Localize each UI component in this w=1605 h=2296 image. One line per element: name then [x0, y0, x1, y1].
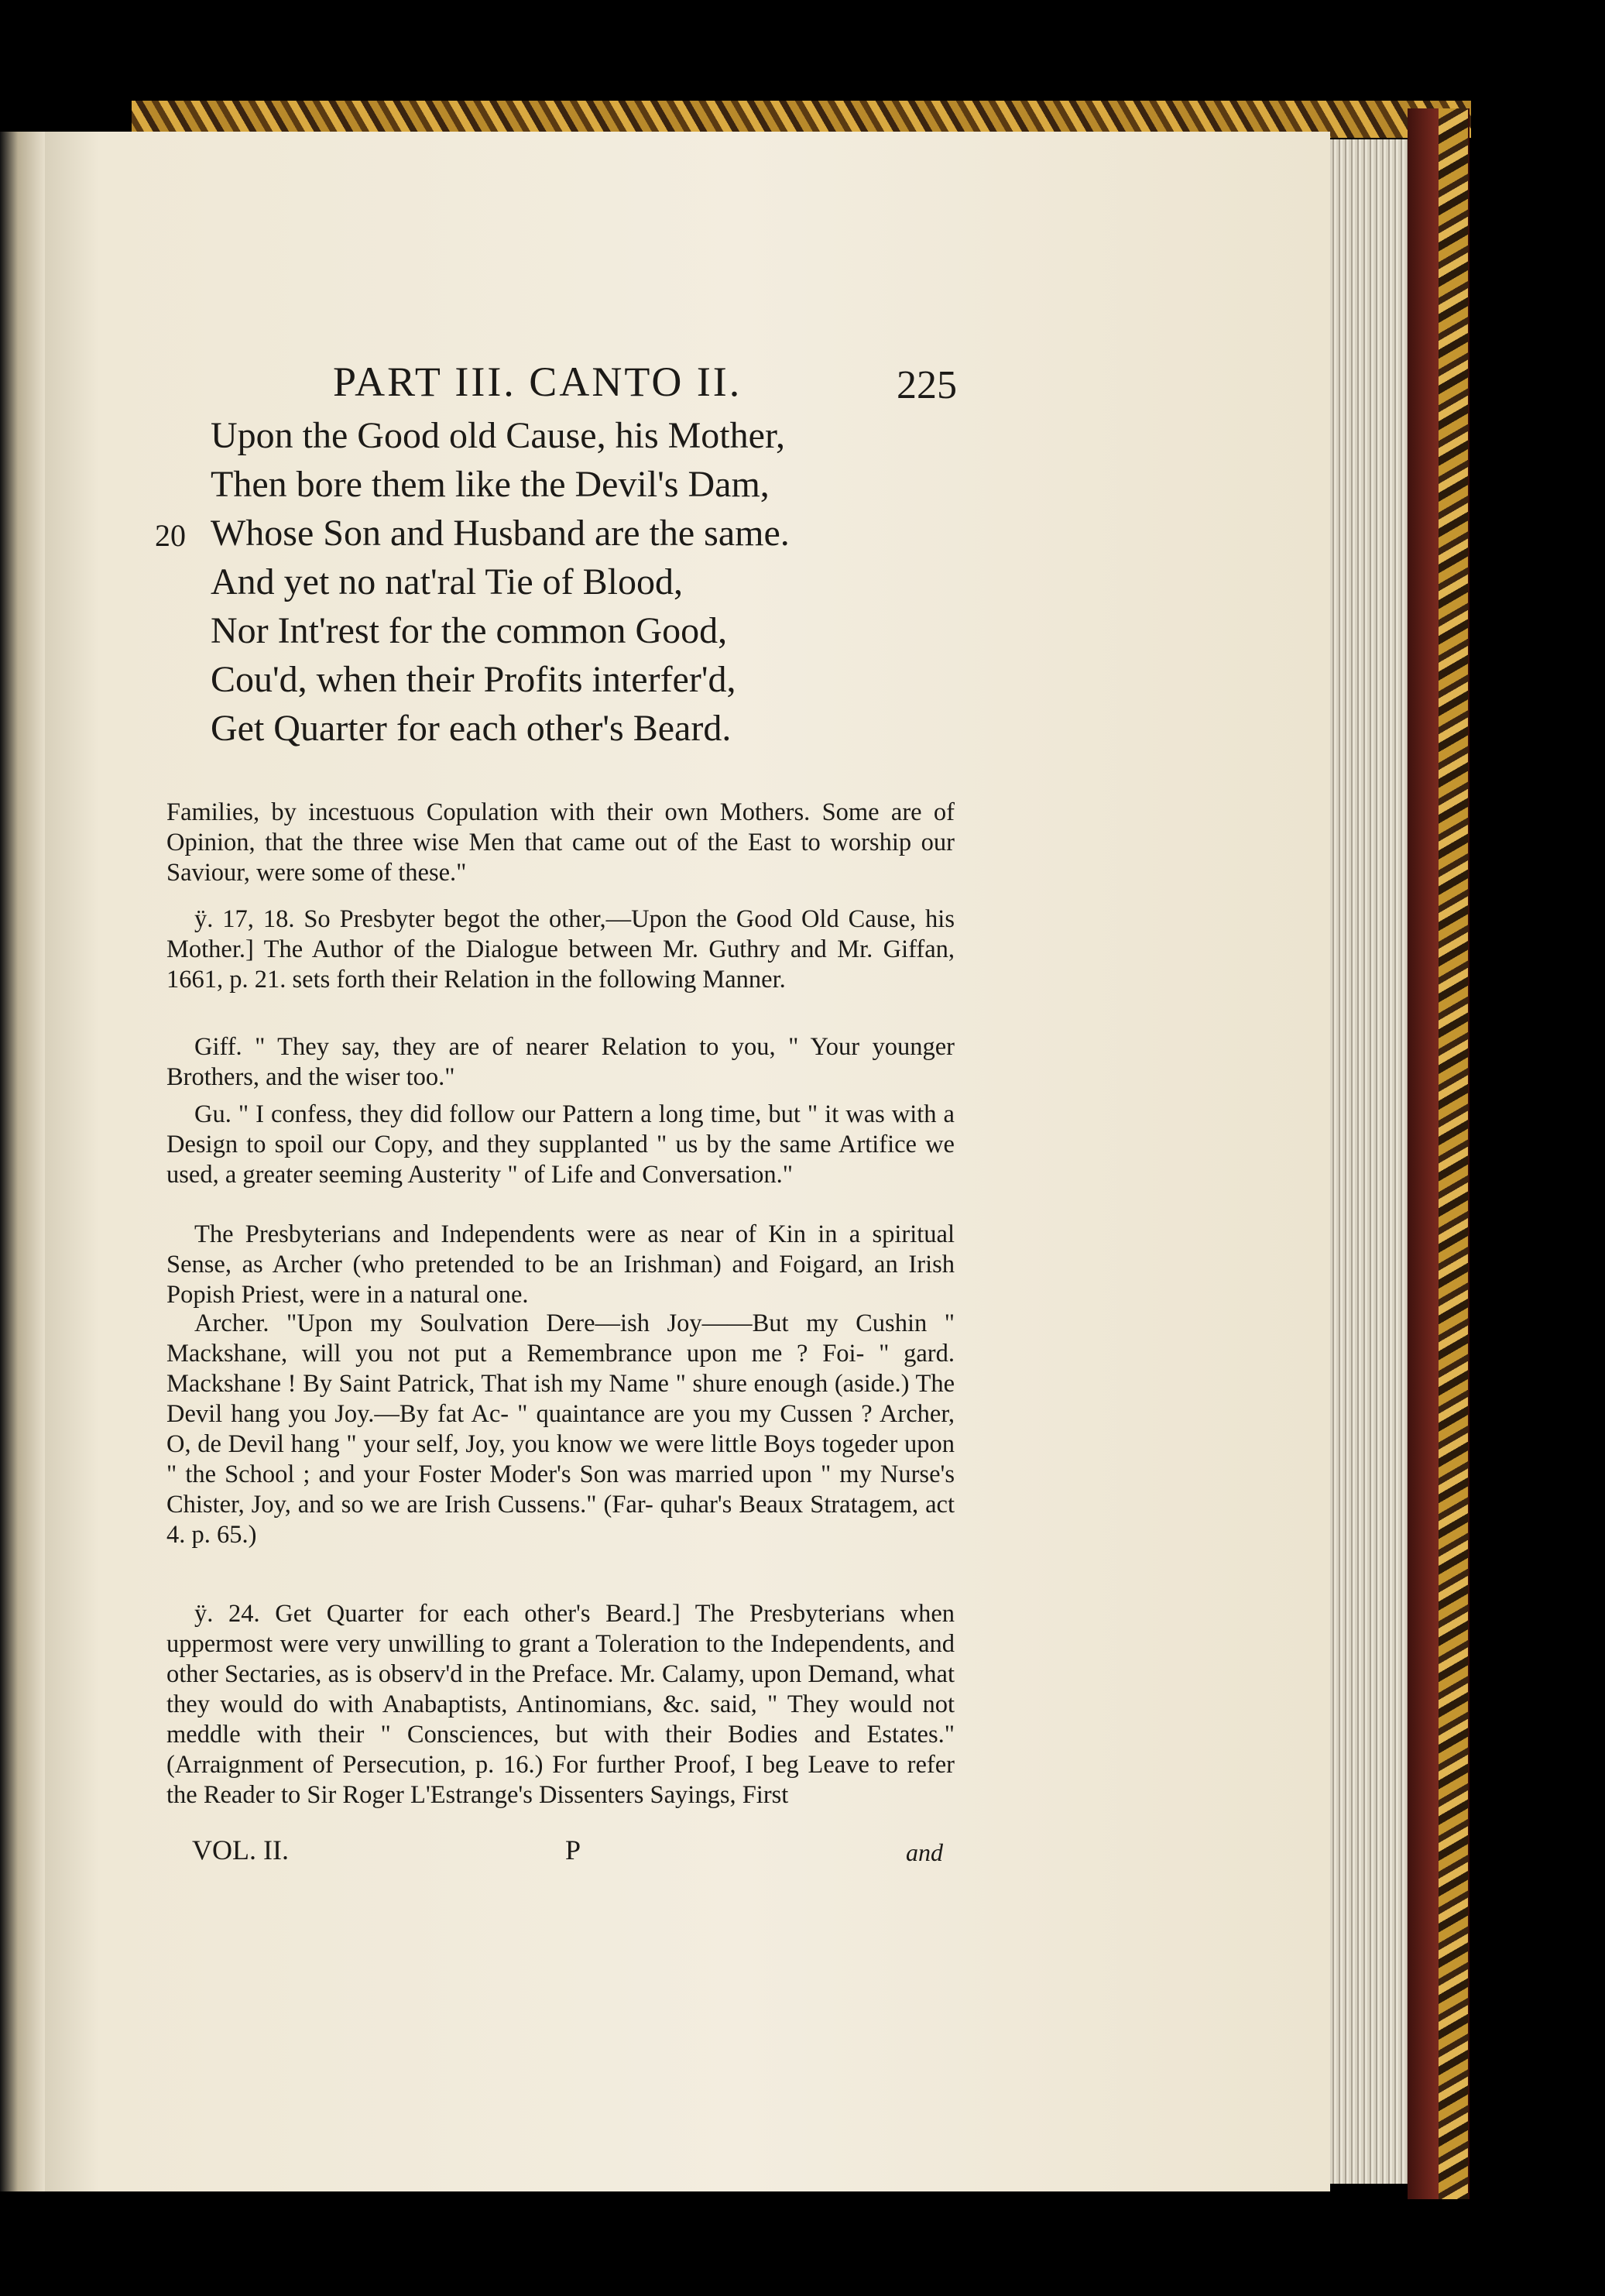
verse-line: And yet no nat'ral Tie of Blood,	[211, 561, 683, 602]
verse-line-number: 20	[155, 518, 186, 553]
verse-line: Nor Int'rest for the common Good,	[211, 610, 728, 651]
footnote-paragraph	[166, 1032, 955, 1093]
footnote-paragraph	[166, 1100, 955, 1190]
left-page-edge	[0, 132, 45, 2191]
running-head: PART III. CANTO II.	[333, 359, 742, 405]
footnote-paragraph	[166, 798, 955, 888]
footnote-paragraph	[166, 904, 955, 995]
gilt-side-border	[1439, 108, 1468, 2199]
footnote-text: Archer. "Upon my Soulvation Dere—ish Joy——But my Cushin " Mackshane, will you not put a Remembrance upon me ? Foi- " gard. Mackshane ! By Saint Patrick, That ish my Name " shure enough (aside.) The Devil hang you Joy.—By fat Ac- " quaintance are you my Cussen ? Archer, O, de Devil hang " your self, Joy, you know we were little Boys togeder upon " the School ; and your Foster Moder's Son was married upon " my Nurse's Chister, Joy, and so we are Irish Cussens." (Far- quhar's Beaux Stratagem, act 4. p. 65.)	[166, 1309, 955, 1549]
page-number: 225	[897, 363, 957, 407]
verse-line: Then bore them like the Devil's Dam,	[211, 464, 770, 505]
footnote-text: ÿ. 17, 18. So Presbyter begot the other,—Upon the Good Old Cause, his Mother.] The Author of the Dialogue between Mr. Guthry and Mr. Giffan, 1661, p. 21. sets forth their Relation in the following Manner.	[166, 905, 955, 994]
footnote-text: ÿ. 24. Get Quarter for each other's Beard.] The Presbyterians when uppermost were very unwilling to grant a Toleration to the Independents, and other Sectaries, as is observ'd in the Preface. Mr. Calamy, upon Demand, what they would do with Anabaptists, Antinomians, &c. said, " They would not meddle with their " Consciences, but with their Bodies and Estates." (Arraignment of Persecution, p. 16.) For further Proof, I beg Leave to refer the Reader to Sir Roger L'Estrange's Dissenters Sayings, First	[166, 1600, 955, 1809]
volume-label: VOL. II.	[192, 1834, 289, 1865]
footnote-text: Families, by incestuous Copulation with their own Mothers. Some are of Opinion, that the three wise Men that came out of the East to worship our Saviour, were some of these."	[166, 798, 955, 887]
verse-line: Upon the Good old Cause, his Mother,	[211, 415, 786, 456]
footnote-paragraph	[166, 1309, 955, 1550]
page-fore-edge	[1330, 139, 1408, 2184]
footnote-text: The Presbyterians and Independents were as near of Kin in a spiritual Sense, as Archer (who pretended to be an Irishman) and Foigard, an Irish Popish Priest, were in a natural one.	[166, 1220, 955, 1309]
catchword: and	[906, 1838, 943, 1866]
signature-mark: P	[565, 1834, 581, 1865]
verse-line: Cou'd, when their Profits interfer'd,	[211, 659, 736, 700]
footnote-text: Giff. " They say, they are of nearer Relation to you, " Your younger Brothers, and the wiser too."	[166, 1033, 955, 1091]
verse-line: Whose Son and Husband are the same.	[211, 513, 790, 554]
footnote-text: Gu. " I confess, they did follow our Pattern a long time, but " it was with a Design to spoil our Copy, and they supplanted " us by the same Artifice we used, a greater seeming Austerity " of Life and Conversation."	[166, 1100, 955, 1189]
footnote-paragraph	[166, 1220, 955, 1310]
verse-line: Get Quarter for each other's Beard.	[211, 708, 732, 749]
footnote-paragraph	[166, 1599, 955, 1810]
